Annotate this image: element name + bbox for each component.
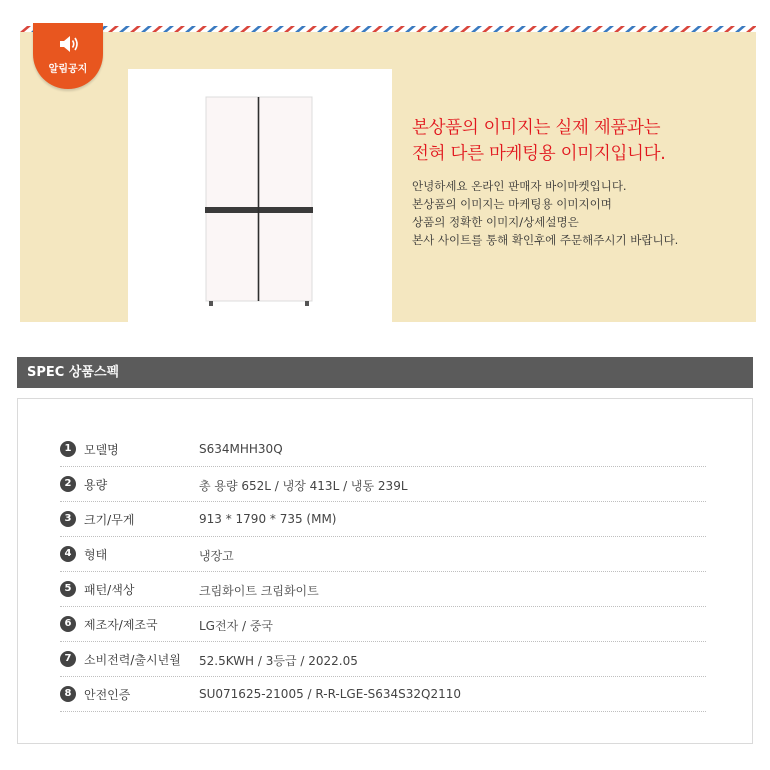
spec-row-model	[60, 432, 706, 467]
row-label: 소비전력/출시년월	[84, 653, 181, 667]
row-number: 4	[60, 546, 76, 562]
row-label: 용량	[84, 478, 108, 492]
row-number: 5	[60, 581, 76, 597]
badge-label: 알림공지	[48, 64, 88, 75]
description-line: 상품의 정확한 이미지/상세설명은	[412, 215, 579, 229]
spec-row-power	[60, 642, 706, 677]
row-value: SU071625-21005 / R-R-LGE-S634S32Q2110	[199, 687, 462, 701]
spec-row-size	[60, 502, 706, 537]
description-line: 본상품의 이미지는 마케팅용 이미지이며	[412, 197, 612, 211]
spec-row-type	[60, 537, 706, 572]
row-number: 1	[60, 441, 76, 457]
description-line: 본사 사이트를 통해 확인후에 주문해주시기 바랍니다.	[412, 233, 679, 247]
row-label: 제조자/제조국	[84, 618, 158, 632]
spec-table	[17, 398, 753, 744]
row-number: 8	[60, 686, 76, 702]
row-number: 6	[60, 616, 76, 632]
spec-row-manufacturer	[60, 607, 706, 642]
spec-row-capacity	[60, 467, 706, 502]
row-value: 52.5KWH / 3등급 / 2022.05	[199, 654, 358, 668]
row-number: 7	[60, 651, 76, 667]
row-value: S634MHH30Q	[199, 442, 283, 456]
row-label: 크기/무게	[84, 513, 135, 527]
spec-title: SPEC 상품스펙	[17, 357, 753, 388]
product-image	[128, 69, 392, 322]
disclaimer-headline	[412, 115, 666, 167]
row-number: 3	[60, 511, 76, 527]
row-label: 형태	[84, 548, 108, 562]
row-label: 모델명	[84, 443, 119, 457]
row-value: 총 용량 652L / 냉장 413L / 냉동 239L	[199, 479, 408, 493]
spec-row-color	[60, 572, 706, 607]
row-value: 913 * 1790 * 735 (MM)	[199, 512, 337, 526]
description-line: 안녕하세요 온라인 판매자 바이마켓입니다.	[412, 179, 627, 193]
airmail-stripe-border	[20, 26, 756, 34]
headline-line: 본상품의 이미지는 실제 제품과는	[412, 118, 661, 138]
disclaimer-description	[412, 177, 678, 249]
notice-banner	[20, 26, 756, 322]
speaker-icon	[58, 35, 80, 53]
row-number: 2	[60, 476, 76, 492]
row-label: 패턴/색상	[84, 583, 135, 597]
spec-row-certification	[60, 677, 706, 712]
row-value: 크림화이트 크림화이트	[199, 584, 319, 598]
refrigerator-image	[205, 96, 313, 308]
row-value: 냉장고	[199, 549, 234, 563]
row-value: LG전자 / 중국	[199, 619, 274, 633]
headline-line: 전혀 다른 마케팅용 이미지입니다.	[412, 144, 666, 164]
row-label: 안전인증	[84, 688, 131, 702]
